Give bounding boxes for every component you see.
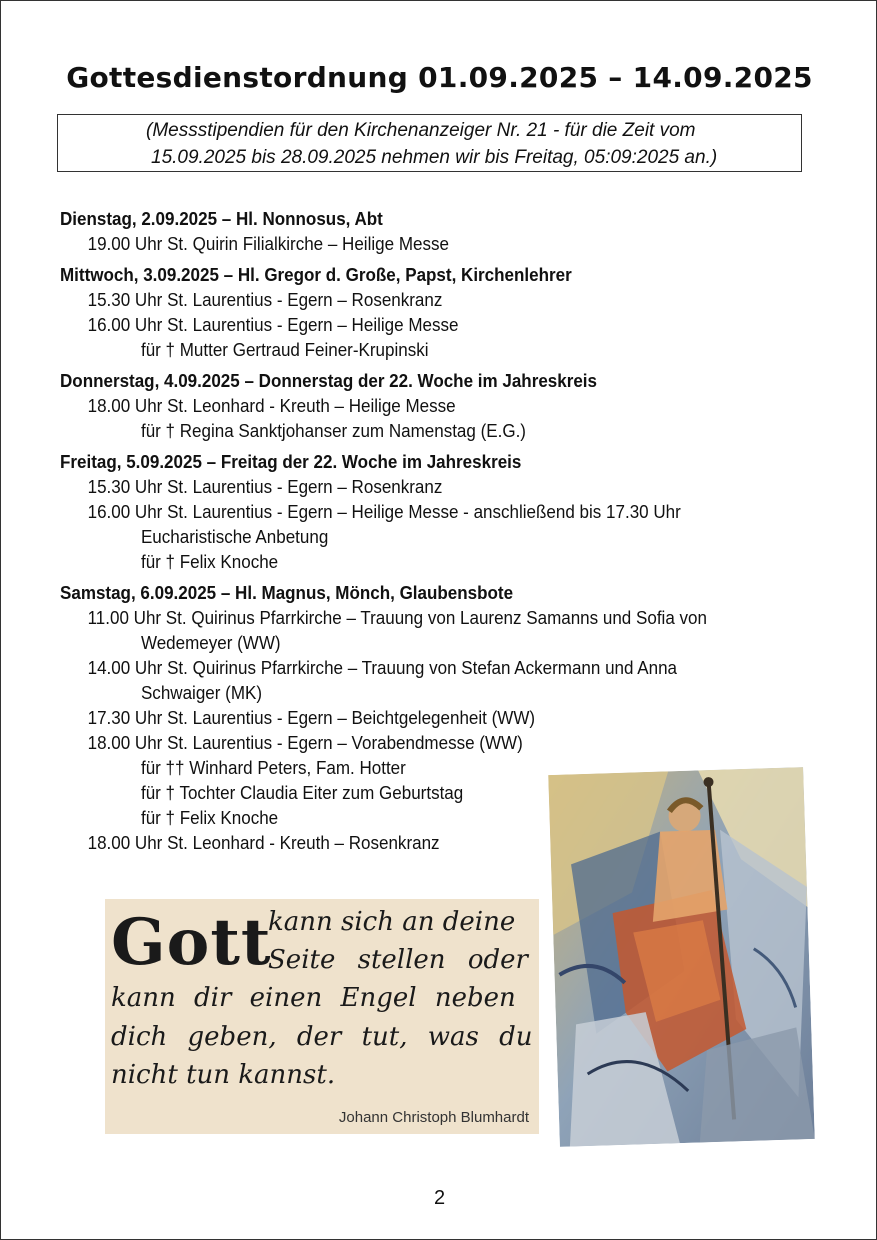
intention-line: Eucharistische Anbetung bbox=[140, 526, 329, 547]
quote-big-word: Gott bbox=[111, 905, 272, 980]
quote-author: Johann Christoph Blumhardt bbox=[338, 1109, 529, 1126]
day-section bbox=[60, 206, 840, 256]
service-line: 11.00 Uhr St. Quirinus Pfarrkirche – Trauung von Laurenz Samanns und Sofia von bbox=[87, 607, 707, 628]
intention-line: für † Felix Knoche bbox=[140, 807, 279, 828]
day-heading: Freitag, 5.09.2025 – Freitag der 22. Woche im Jahreskreis bbox=[60, 451, 522, 472]
service-line: 18.00 Uhr St. Leonhard - Kreuth – Rosenkranz bbox=[87, 832, 440, 853]
intention-line: Wedemeyer (WW) bbox=[140, 632, 281, 653]
service-line: 16.00 Uhr St. Laurentius - Egern – Heilige Messe bbox=[87, 314, 459, 335]
intention-line: für † Felix Knoche bbox=[140, 551, 279, 572]
service-schedule bbox=[60, 206, 840, 861]
intention-line: Schwaiger (MK) bbox=[140, 682, 263, 703]
intention-line: für † Mutter Gertraud Feiner-Krupinski bbox=[140, 339, 429, 360]
service-line: 18.00 Uhr St. Leonhard - Kreuth – Heilige Messe bbox=[87, 395, 456, 416]
day-heading: Mittwoch, 3.09.2025 – Hl. Gregor d. Große, Papst, Kirchenlehrer bbox=[60, 264, 572, 285]
page-number: 2 bbox=[433, 1187, 446, 1209]
service-line: 16.00 Uhr St. Laurentius - Egern – Heilige Messe - anschließend bis 17.30 Uhr bbox=[87, 501, 681, 522]
service-line: 14.00 Uhr St. Quirinus Pfarrkirche – Trauung von Stefan Ackermann und Anna bbox=[87, 657, 678, 678]
day-heading: Dienstag, 2.09.2025 – Hl. Nonnosus, Abt bbox=[60, 208, 383, 229]
notice-line-1: (Messstipendien für den Kirchenanzeiger Nr. 21 - für die Zeit vom bbox=[146, 120, 696, 141]
angel-painting-image bbox=[548, 767, 815, 1147]
service-line: 18.00 Uhr St. Laurentius - Egern – Vorabendmesse (WW) bbox=[87, 732, 523, 753]
quote-line-2: Seite stellen oder bbox=[268, 945, 528, 975]
day-section bbox=[60, 262, 840, 362]
day-section bbox=[60, 449, 840, 574]
intention-line: für † Regina Sanktjohanser zum Namenstag (E.G.) bbox=[140, 420, 526, 441]
day-heading: Donnerstag, 4.09.2025 – Donnerstag der 22. Woche im Jahreskreis bbox=[60, 370, 598, 391]
quote-line-3: kann dir einen Engel neben bbox=[111, 983, 516, 1013]
quote-line-4: dich geben, der tut, was du bbox=[111, 1022, 533, 1052]
service-line: 15.30 Uhr St. Laurentius - Egern – Rosenkranz bbox=[87, 289, 443, 310]
quote-line-1: kann sich an deine bbox=[268, 907, 516, 937]
quote-box bbox=[105, 899, 539, 1134]
service-line: 19.00 Uhr St. Quirin Filialkirche – Heilige Messe bbox=[87, 233, 449, 254]
intention-line: für †† Winhard Peters, Fam. Hotter bbox=[140, 757, 406, 778]
intention-line: für † Tochter Claudia Eiter zum Geburtstag bbox=[140, 782, 464, 803]
page-title: Gottesdienstordnung 01.09.2025 – 14.09.2025 bbox=[66, 61, 813, 94]
day-section bbox=[60, 368, 840, 443]
service-line: 17.30 Uhr St. Laurentius - Egern – Beichtgelegenheit (WW) bbox=[87, 707, 536, 728]
mass-stipend-notice bbox=[57, 114, 802, 172]
notice-line-2: 15.09.2025 bis 28.09.2025 nehmen wir bis Freitag, 05:09:2025 an.) bbox=[151, 147, 718, 168]
day-heading: Samstag, 6.09.2025 – Hl. Magnus, Mönch, Glaubensbote bbox=[60, 582, 514, 603]
angel-painting-icon bbox=[548, 767, 815, 1147]
quote-line-5: nicht tun kannst. bbox=[111, 1060, 336, 1090]
service-line: 15.30 Uhr St. Laurentius - Egern – Rosenkranz bbox=[87, 476, 443, 497]
